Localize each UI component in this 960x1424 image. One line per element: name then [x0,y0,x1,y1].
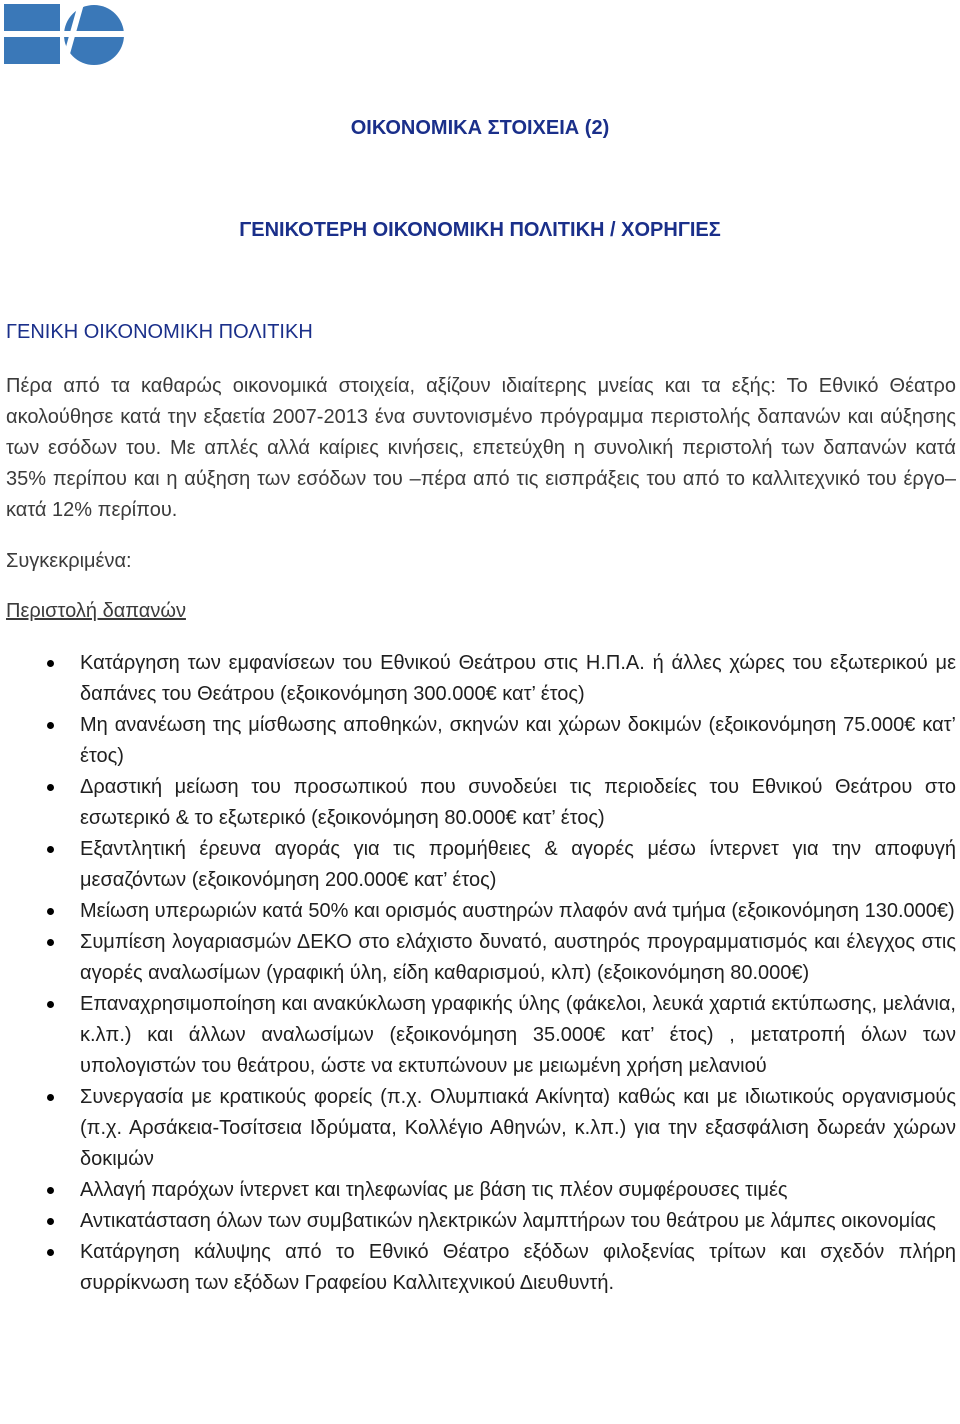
list-item: Συμπίεση λογαριασμών ΔΕΚΟ στο ελάχιστο δυνατό, αυστηρός προγραμματισμός και έλεγχος στις αγορές αναλωσίμων (γραφική ύλη, είδη καθαρισμού, κλπ) (εξοικονόμηση 80.000€) [80,927,956,989]
section-heading: ΓΕΝΙΚΗ ΟΙΚΟΝΟΜΙΚΗ ΠΟΛΙΤΙΚΗ [6,321,313,343]
intro-paragraph: Πέρα από τα καθαρώς οικονομικά στοιχεία, αξίζουν ιδιαίτερης μνείας και τα εξής: Το Εθνικό Θέατρο ακολούθησε κατά την εξαετία 2007-2013 ένα συντονισμένο πρόγραμμα περιστολής δαπανών και αύξησης των εσόδων του. Με απλές αλλά καίριες κινήσεις, επετεύχθη η συνολική περιστολή των δαπανών κατά 35% περίπου και η αύξηση των εσόδων του –πέρα από τις εισπράξεις του από το καλλιτεχνικό του έργο– κατά 12% περίπου. [6,375,956,521]
cost-reduction-list [80,648,956,1299]
list-item: Αντικατάσταση όλων των συμβατικών ηλεκτρικών λαμπτήρων του θεάτρου με λάμπες οικονομίας [80,1206,956,1237]
list-item: Εξαντλητική έρευνα αγοράς για τις προμήθειες & αγορές μέσω ίντερνετ για την αποφυγή μεσαζόντων (εξοικονόμηση 200.000€ κατ’ έτος) [80,834,956,896]
list-item: Μείωση υπερωριών κατά 50% και ορισμός αυστηρών πλαφόν ανά τμήμα (εξοικονόμηση 130.000€) [80,896,956,927]
list-item: Κατάργηση των εμφανίσεων του Εθνικού Θεάτρου στις Η.Π.Α. ή άλλες χώρες του εξωτερικού με δαπάνες του Θεάτρου (εξοικονόμηση 300.000€ κατ’ έτος) [80,648,956,710]
page-title: ΟΙΚΟΝΟΜΙΚΑ ΣΤΟΙΧΕΙΑ (2) [350,117,610,139]
list-item: Αλλαγή παρόχων ίντερνετ και τηλεφωνίας με βάση τις πλέον συμφέρουσες τιμές [80,1175,956,1206]
list-item: Συνεργασία με κρατικούς φορείς (π.χ. Ολυμπιακά Ακίνητα) καθώς και με ιδιωτικούς οργανισμούς (π.χ. Αρσάκεια-Τοσίτσεια Ιδρύματα, Κολλέγιο Αθηνών, κ.λπ.) για την εξασφάλιση δωρεάν χώρων δοκιμών [80,1082,956,1175]
theatre-logo-icon [4,4,124,68]
list-item: Μη ανανέωση της μίσθωσης αποθηκών, σκηνών και χώρων δοκιμών (εξοικονόμηση 75.000€ κατ’ έτος) [80,710,956,772]
specifically-label: Συγκεκριμένα: [6,550,132,572]
page-subtitle: ΓΕΝΙΚΟΤΕΡΗ ΟΙΚΟΝΟΜΙΚΗ ΠΟΛΙΤΙΚΗ / ΧΟΡΗΓΙΕΣ [239,219,721,241]
cost-reduction-subheading: Περιστολή δαπανών [6,600,186,622]
list-item: Επαναχρησιμοποίηση και ανακύκλωση γραφικής ύλης (φάκελοι, λευκά χαρτιά εκτύπωσης, μελάνια, κ.λπ.) και άλλων αναλωσίμων (εξοικονόμηση 35.000€ κατ’ έτος) , μετατροπή όλων των υπολογιστών του θεάτρου, ώστε να εκτυπώνουν με μειωμένη χρήση μελανιού [80,989,956,1082]
list-item: Κατάργηση κάλυψης από το Εθνικό Θέατρο εξόδων φιλοξενίας τρίτων και σχεδόν πλήρη συρρίκνωση των εξόδων Γραφείου Καλλιτεχνικού Διευθυντή. [80,1237,956,1299]
list-item: Δραστική μείωση του προσωπικού που συνοδεύει τις περιοδείες του Εθνικού Θεάτρου στο εσωτερικό & το εξωτερικό (εξοικονόμηση 80.000€ κατ’ έτος) [80,772,956,834]
